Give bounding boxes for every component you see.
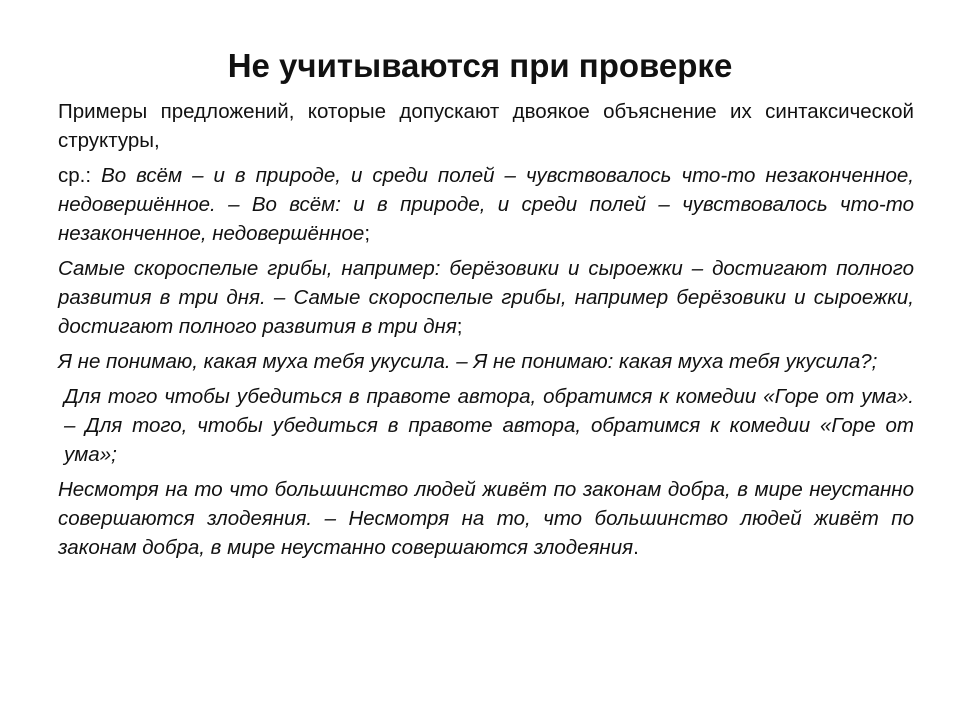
- slide-body: [58, 97, 914, 568]
- example-4-text: Для того чтобы убедиться в правоте автора, обратимся к комедии «Горе от ума». – Для того, чтобы убедиться в правоте автора, обратимся к комедии «Горе от ума»;: [64, 385, 914, 466]
- example-1: [58, 161, 914, 248]
- example-5-end: .: [633, 536, 639, 559]
- example-1-end: ;: [364, 222, 371, 245]
- example-1-prefix: ср.:: [58, 164, 102, 187]
- intro-paragraph: Примеры предложений, которые допускают двоякое объяснение их синтаксической структуры,: [58, 100, 914, 152]
- example-1-text: Во всём – и в природе, и среди полей – чувствовалось что-то незаконченное, недовершённое. – Во всём: и в природе, и среди полей – чувствовалось что-то незаконченное, недовершённое: [58, 164, 914, 245]
- example-3: [58, 347, 914, 376]
- example-4: [58, 382, 914, 469]
- example-5: [58, 475, 914, 562]
- slide-title: Не учитываются при проверке: [227, 47, 733, 84]
- example-2-end: ;: [456, 315, 463, 338]
- example-3-text: Я не понимаю, какая муха тебя укусила. – Я не понимаю: какая муха тебя укусила?;: [58, 350, 878, 373]
- example-2-text: Самые скороспелые грибы, например: берёзовики и сыроежки – достигают полного развития в три дня. – Самые скороспелые грибы, например берёзовики и сыроежки, достигают полного развития в три дня: [58, 257, 914, 338]
- example-5-text: Несмотря на то что большинство людей живёт по законам добра, в мире неустанно совершаются злодеяния. – Несмотря на то, что большинство людей живёт по законам добра, в мире неустанно совершаются злодеяния: [58, 478, 914, 559]
- example-2: [58, 254, 914, 341]
